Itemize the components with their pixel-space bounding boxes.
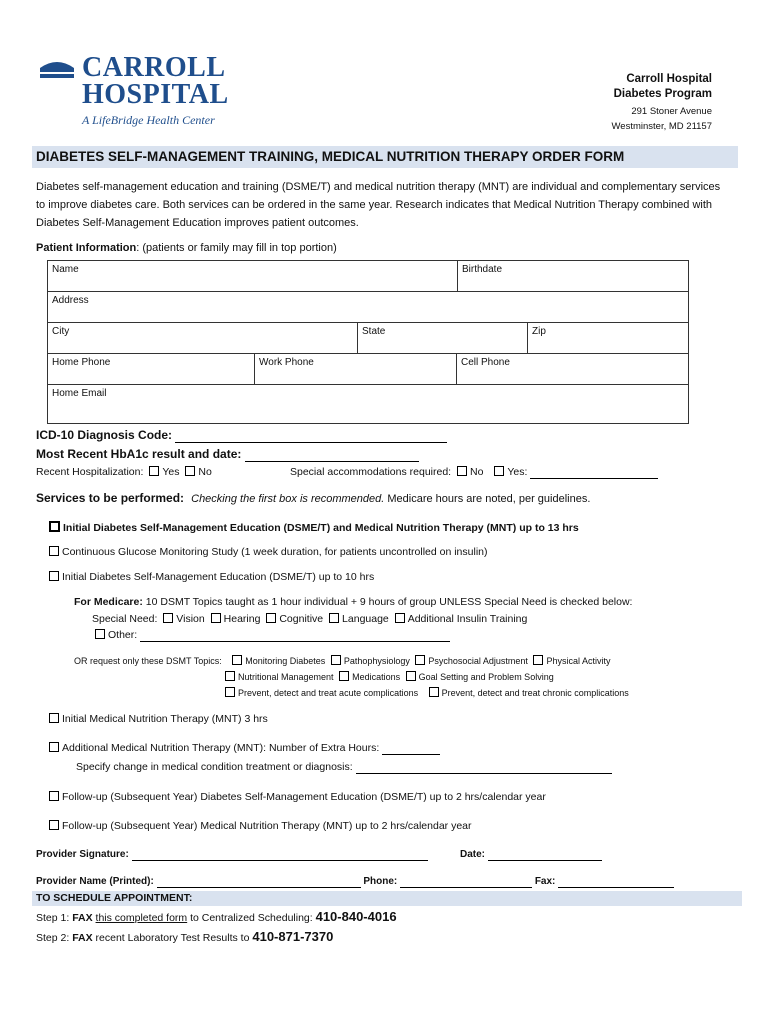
service-item-5 (46, 742, 440, 755)
step1-prefix: Step 1: (36, 912, 73, 924)
city-field[interactable] (48, 323, 358, 353)
meds-label: Medications (352, 672, 401, 682)
special-need-label: Special Need: (92, 613, 158, 625)
icd-code-input[interactable] (175, 428, 447, 443)
intro-paragraph: Diabetes self-management education and training (DSME/T) and medical nutrition therapy (MNT) are individual and complementary services to improve diabetes care. Both services can be ordered in the same year. Research indicates that Medical Nutrition Therapy combined with Diabetes Self-Management Education improves patient outcomes. (36, 181, 721, 229)
other-row (92, 629, 450, 642)
item5-checkbox[interactable] (49, 742, 59, 752)
service-item-4 (46, 713, 268, 725)
special-accommodations-label: Special accommodations required: (290, 466, 452, 478)
hearing-checkbox[interactable] (211, 613, 221, 623)
address-street: 291 Stoner Avenue (631, 106, 712, 117)
state-label: State (362, 326, 386, 337)
schedule-step-1 (36, 909, 397, 924)
home-email-label: Home Email (52, 388, 107, 399)
item7-label: Follow-up (Subsequent Year) Medical Nutrition Therapy (MNT) up to 2 hrs/calendar year (62, 820, 472, 832)
provider-date-label: Date: (460, 849, 486, 860)
service-item-7 (46, 820, 472, 832)
goal-label: Goal Setting and Problem Solving (418, 672, 554, 682)
other-input[interactable] (140, 629, 450, 642)
item5-sub-row (76, 761, 612, 774)
acute-label: Prevent, detect and treat acute complications (238, 688, 419, 698)
birthdate-field[interactable] (458, 261, 688, 291)
medicare-label: For Medicare: (74, 596, 143, 608)
provider-fax-input[interactable] (558, 876, 674, 888)
provider-date-row (460, 849, 602, 861)
form-title-bar (32, 146, 738, 168)
hba1c-label: Most Recent HbA1c result and date: (36, 447, 242, 461)
provider-phone-input[interactable] (400, 876, 532, 888)
chronic-checkbox[interactable] (429, 687, 439, 697)
services-note: Checking the first box is recommended. (191, 493, 385, 505)
insulin-checkbox[interactable] (395, 613, 405, 623)
hearing-label: Hearing (223, 613, 261, 625)
icd-code-label: ICD-10 Diagnosis Code: (36, 428, 173, 442)
hba1c-input[interactable] (245, 447, 419, 462)
icd-code-row (36, 428, 447, 443)
step2-prefix: Step 2: (36, 932, 73, 944)
patient-info-label: Patient Information (36, 242, 137, 254)
dsmt-topics-row-1 (74, 655, 610, 666)
cognitive-checkbox[interactable] (266, 613, 276, 623)
provider-name-input[interactable] (157, 876, 361, 888)
home-phone-label: Home Phone (52, 357, 111, 368)
provider-fax-label: Fax: (534, 876, 556, 887)
hospitalization-yes-checkbox[interactable] (149, 466, 159, 476)
patient-row-3 (48, 323, 688, 354)
insulin-label: Additional Insulin Training (407, 613, 528, 625)
activity-checkbox[interactable] (533, 655, 543, 665)
services-heading: Services to be performed: (36, 491, 185, 505)
work-phone-field[interactable] (255, 354, 457, 384)
hospitalization-row (36, 466, 212, 478)
language-label: Language (342, 613, 389, 625)
dsmt-topics-row-3 (222, 687, 629, 698)
monitoring-checkbox[interactable] (232, 655, 242, 665)
patient-row-1 (48, 261, 688, 292)
special-yes-checkbox[interactable] (494, 466, 504, 476)
other-checkbox[interactable] (95, 629, 105, 639)
patient-row-4 (48, 354, 688, 385)
psycho-checkbox[interactable] (415, 655, 425, 665)
hospital-logo (38, 52, 238, 130)
dsmt-topics-row-2 (222, 671, 554, 682)
patho-label: Pathophysiology (343, 656, 410, 666)
item4-checkbox[interactable] (49, 713, 59, 723)
schedule-step-2 (36, 929, 333, 944)
cognitive-label: Cognitive (279, 613, 324, 625)
hospitalization-yes-label: Yes (162, 466, 180, 478)
patient-row-2 (48, 292, 688, 323)
patient-info-heading (36, 242, 337, 254)
address-field[interactable] (48, 292, 688, 322)
step2-phone: 410-871-7370 (252, 929, 334, 944)
special-yes-input[interactable] (530, 466, 658, 479)
acute-checkbox[interactable] (225, 687, 235, 697)
schedule-bar (32, 891, 742, 906)
provider-phone-label: Phone: (363, 876, 398, 887)
logo-tagline: A LifeBridge Health Center (82, 113, 215, 127)
address-program: Diabetes Program (613, 88, 712, 100)
step1-text: to Centralized Scheduling: (187, 912, 316, 924)
item1-label: Initial Diabetes Self-Management Education (DSME/T) and Medical Nutrition Therapy (MNT) up to 13 hrs (63, 522, 579, 534)
logo-mark-icon (38, 58, 76, 80)
provider-date-input[interactable] (488, 849, 602, 861)
address-city: Westminster, MD 21157 (611, 121, 712, 132)
extra-hours-input[interactable] (382, 742, 440, 755)
service-item-6 (46, 791, 546, 803)
special-accommodations-row (290, 466, 658, 479)
provider-signature-row (36, 849, 428, 861)
item3-label: Initial Diabetes Self-Management Education (DSME/T) up to 10 hrs (62, 571, 375, 583)
condition-change-input[interactable] (356, 761, 612, 774)
item2-checkbox[interactable] (49, 546, 59, 556)
name-field[interactable] (48, 261, 458, 291)
address-name: Carroll Hospital (626, 73, 712, 85)
item3-checkbox[interactable] (49, 571, 59, 581)
zip-label: Zip (532, 326, 546, 337)
item5-sub-label: Specify change in medical condition treatment or diagnosis: (76, 761, 353, 773)
chronic-label: Prevent, detect and treat chronic complications (441, 688, 629, 698)
provider-name-row (36, 876, 674, 888)
birthdate-label: Birthdate (462, 264, 503, 275)
hospitalization-no-label: No (198, 466, 212, 478)
item5-label: Additional Medical Nutrition Therapy (MNT): Number of Extra Hours: (62, 742, 380, 754)
services-heading-row (36, 491, 590, 505)
city-label: City (52, 326, 70, 337)
service-item-1 (46, 521, 579, 534)
item6-label: Follow-up (Subsequent Year) Diabetes Self-Management Education (DSME/T) up to 2 hrs/calendar year (62, 791, 546, 803)
meds-checkbox[interactable] (339, 671, 349, 681)
step2-fax: FAX (72, 932, 93, 944)
service-item-2 (46, 546, 488, 558)
zip-field[interactable] (528, 323, 688, 353)
monitoring-label: Monitoring Diabetes (245, 656, 326, 666)
vision-label: Vision (176, 613, 205, 625)
home-email-field[interactable] (48, 385, 688, 423)
item6-checkbox[interactable] (49, 791, 59, 801)
cell-phone-field[interactable] (457, 354, 688, 384)
other-label: Other: (108, 629, 138, 641)
home-phone-field[interactable] (48, 354, 255, 384)
special-no-label: No (470, 466, 484, 478)
logo-line1: CARROLL (82, 52, 226, 83)
provider-name-label: Provider Name (Printed): (36, 876, 154, 887)
patient-row-5 (48, 385, 688, 423)
special-no-checkbox[interactable] (457, 466, 467, 476)
medicare-text: 10 DSMT Topics taught as 1 hour individual + 9 hours of group UNLESS Special Need is checked below: (142, 596, 633, 608)
goal-checkbox[interactable] (406, 671, 416, 681)
patient-info-table (47, 260, 689, 424)
step1-form-text: this completed form (95, 912, 188, 924)
hospitalization-no-checkbox[interactable] (185, 466, 195, 476)
vision-checkbox[interactable] (163, 613, 173, 623)
services-note2: Medicare hours are noted, per guidelines. (384, 493, 591, 505)
nutrition-checkbox[interactable] (225, 671, 235, 681)
address-block (612, 72, 713, 134)
patient-info-note: : (patients or family may fill in top portion) (136, 242, 337, 254)
item4-label: Initial Medical Nutrition Therapy (MNT) 3 hrs (62, 713, 268, 725)
activity-label: Physical Activity (546, 656, 611, 666)
hospitalization-label: Recent Hospitalization: (36, 466, 144, 478)
item1-checkbox[interactable] (49, 521, 60, 532)
service-item-3 (46, 571, 374, 583)
psycho-label: Psychosocial Adjustment (428, 656, 528, 666)
name-label: Name (52, 264, 79, 275)
hba1c-row (36, 447, 419, 462)
item7-checkbox[interactable] (49, 820, 59, 830)
form-title: DIABETES SELF-MANAGEMENT TRAINING, MEDICAL NUTRITION THERAPY ORDER FORM (36, 149, 625, 164)
language-checkbox[interactable] (329, 613, 339, 623)
patho-checkbox[interactable] (331, 655, 341, 665)
step1-phone: 410-840-4016 (315, 909, 397, 924)
address-label: Address (52, 295, 89, 306)
or-request-label: OR request only these DSMT Topics: (74, 656, 222, 666)
item2-label: Continuous Glucose Monitoring Study (1 week duration, for patients uncontrolled on insulin) (62, 546, 488, 558)
special-need-row (92, 613, 527, 625)
step2-text: recent Laboratory Test Results to (92, 932, 253, 944)
state-field[interactable] (358, 323, 528, 353)
cell-phone-label: Cell Phone (461, 357, 510, 368)
nutrition-label: Nutritional Management (238, 672, 334, 682)
work-phone-label: Work Phone (259, 357, 314, 368)
step1-fax: FAX (72, 912, 93, 924)
logo-line2: HOSPITAL (82, 79, 229, 110)
special-yes-label: Yes: (507, 466, 528, 478)
provider-signature-label: Provider Signature: (36, 849, 129, 860)
provider-signature-input[interactable] (132, 849, 428, 861)
medicare-row (74, 596, 632, 608)
schedule-heading: TO SCHEDULE APPOINTMENT: (36, 892, 193, 904)
